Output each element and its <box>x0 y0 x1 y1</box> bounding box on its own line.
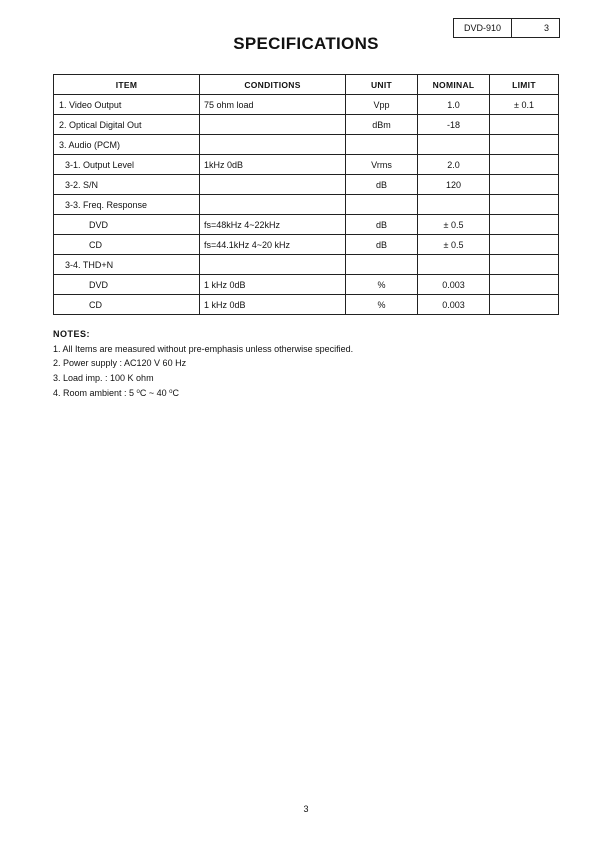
room-suffix: C <box>172 388 180 398</box>
column-header-nominal: NOMINAL <box>418 75 490 95</box>
cell-limit <box>490 155 559 175</box>
table-row <box>54 195 559 215</box>
cell-item: 3-4. THD+N <box>54 255 200 275</box>
cell-unit <box>346 195 418 215</box>
cell-conditions <box>200 175 346 195</box>
cell-nominal: 2.0 <box>418 155 490 175</box>
cell-item: DVD <box>54 275 200 295</box>
cell-conditions: 75 ohm load <box>200 95 346 115</box>
notes-heading: NOTES: <box>53 329 91 339</box>
cell-unit: dB <box>346 215 418 235</box>
cell-unit: % <box>346 275 418 295</box>
cell-nominal: -18 <box>418 115 490 135</box>
cell-nominal: 120 <box>418 175 490 195</box>
cell-nominal: ± 0.5 <box>418 215 490 235</box>
note-item: 3. Load imp. : 100 K ohm <box>53 372 154 383</box>
cell-nominal: 0.003 <box>418 295 490 315</box>
degree-symbol: o <box>136 389 140 395</box>
table-row <box>54 275 559 295</box>
cell-limit <box>490 135 559 155</box>
table-header-row <box>54 75 559 95</box>
cell-unit: dB <box>346 175 418 195</box>
table-row <box>54 115 559 135</box>
cell-limit <box>490 255 559 275</box>
table-row <box>54 215 559 235</box>
cell-limit <box>490 275 559 295</box>
cell-limit <box>490 175 559 195</box>
page-title: SPECIFICATIONS <box>233 34 379 53</box>
column-header-conditions: CONDITIONS <box>200 75 346 95</box>
cell-conditions <box>200 255 346 275</box>
cell-limit <box>490 215 559 235</box>
note-item-room-ambient <box>53 385 353 401</box>
cell-limit <box>490 195 559 215</box>
cell-nominal: ± 0.5 <box>418 235 490 255</box>
cell-item: 3-3. Freq. Response <box>54 195 200 215</box>
cell-limit <box>490 295 559 315</box>
cell-item: 3. Audio (PCM) <box>54 135 200 155</box>
cell-item: DVD <box>54 215 200 235</box>
room-prefix: 4. Room ambient : 5 <box>53 388 137 398</box>
cell-nominal <box>418 255 490 275</box>
cell-item: CD <box>54 295 200 315</box>
cell-conditions <box>200 135 346 155</box>
cell-limit <box>490 115 559 135</box>
cell-conditions <box>200 195 346 215</box>
cell-limit: ± 0.1 <box>490 95 559 115</box>
cell-unit: % <box>346 295 418 315</box>
cell-unit: dBm <box>346 115 418 135</box>
cell-unit: dB <box>346 235 418 255</box>
cell-item: 1. Video Output <box>54 95 200 115</box>
cell-conditions: 1 kHz 0dB <box>200 275 346 295</box>
cell-unit <box>346 135 418 155</box>
cell-unit: Vrms <box>346 155 418 175</box>
table-row <box>54 95 559 115</box>
cell-conditions: 1kHz 0dB <box>200 155 346 175</box>
degree-symbol: o <box>169 389 173 395</box>
table-row <box>54 235 559 255</box>
table-row <box>54 135 559 155</box>
column-header-unit: UNIT <box>346 75 418 95</box>
specifications-table <box>53 74 559 315</box>
header-page-number: 3 <box>543 23 549 33</box>
cell-nominal: 1.0 <box>418 95 490 115</box>
cell-nominal <box>418 195 490 215</box>
column-header-limit: LIMIT <box>490 75 559 95</box>
table-row <box>54 175 559 195</box>
model-number: DVD-910 <box>454 19 512 37</box>
cell-nominal: 0.003 <box>418 275 490 295</box>
table-row <box>54 255 559 275</box>
notes-section <box>53 327 353 401</box>
cell-item: CD <box>54 235 200 255</box>
cell-unit: Vpp <box>346 95 418 115</box>
table-row <box>54 155 559 175</box>
cell-conditions: fs=48kHz 4~22kHz <box>200 215 346 235</box>
cell-conditions <box>200 115 346 135</box>
cell-limit <box>490 235 559 255</box>
cell-item: 3-1. Output Level <box>54 155 200 175</box>
table-row <box>54 295 559 315</box>
footer-page-number: 3 <box>303 804 309 814</box>
cell-item: 2. Optical Digital Out <box>54 115 200 135</box>
note-item: 1. All Items are measured without pre-emphasis unless otherwise specified. <box>53 343 354 354</box>
room-mid: C ~ 40 <box>139 388 170 398</box>
cell-conditions: fs=44.1kHz 4~20 kHz <box>200 235 346 255</box>
cell-conditions: 1 kHz 0dB <box>200 295 346 315</box>
cell-item: 3-2. S/N <box>54 175 200 195</box>
note-item: 2. Power supply : AC120 V 60 Hz <box>53 358 187 368</box>
column-header-item: ITEM <box>54 75 200 95</box>
cell-nominal <box>418 135 490 155</box>
cell-unit <box>346 255 418 275</box>
